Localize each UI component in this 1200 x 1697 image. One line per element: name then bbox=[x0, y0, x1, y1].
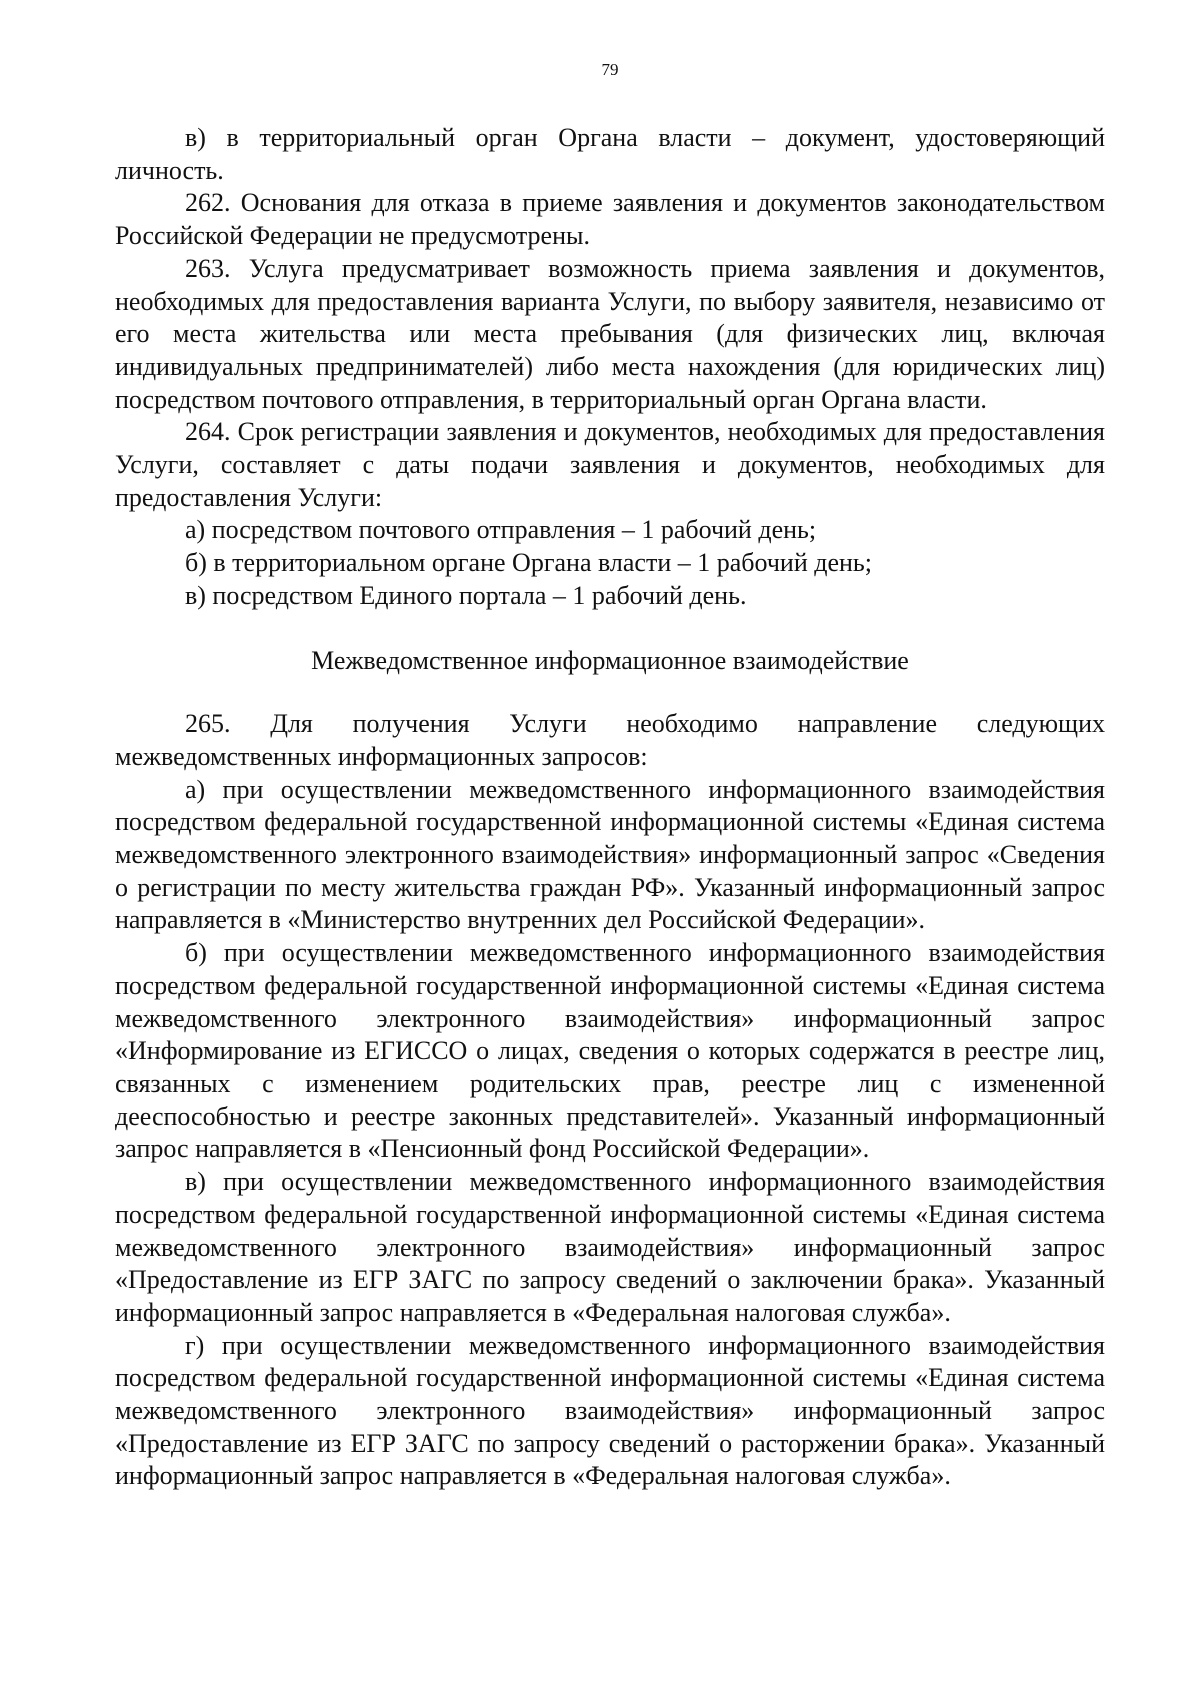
list-item-265-a: а) при осуществлении межведомственного информационного взаимодействия посредством федеральной государственной информационной системы «Единая система межведомственного электронного взаимодействия» информационный запрос «Сведения о регистрации по месту жительства граждан РФ». Указанный информационный запрос направляется в «Министерство внутренних дел Российской Федерации». bbox=[115, 774, 1105, 935]
list-item-265-b: б) при осуществлении межведомственного информационного взаимодействия посредством федеральной государственной информационной системы «Единая система межведомственного электронного взаимодействия» информационный запрос «Информирование из ЕГИССО о лицах, сведения о которых содержатся в реестре лиц, связанных с изменением родительских прав, реестре лиц с измененной дееспособностью и реестре законных представителей». Указанный информационный запрос направляется в «Пенсионный фонд Российской Федерации». bbox=[115, 938, 1105, 1164]
list-item-264-b: б) в территориальном органе Органа власти – 1 рабочий день; bbox=[185, 548, 873, 578]
document-page bbox=[115, 60, 1105, 1493]
paragraph-262: 262. Основания для отказа в приеме заявления и документов законодательством Российской Федерации не предусмотрены. bbox=[115, 188, 1105, 251]
section-heading: Межведомственное информационное взаимодействие bbox=[311, 645, 909, 675]
paragraph-item-v-identity: в) в территориальный орган Органа власти – документ, удостоверяющий личность. bbox=[115, 123, 1105, 185]
page-number: 79 bbox=[601, 60, 619, 79]
list-item-265-v: в) при осуществлении межведомственного информационного взаимодействия посредством федеральной государственной информационной системы «Единая система межведомственного электронного взаимодействия» информационный запрос «Предоставление из ЕГР ЗАГС по запросу сведений о заключении брака». Указанный информационный запрос направляется в «Федеральная налоговая служба». bbox=[115, 1167, 1105, 1327]
paragraph-264: 264. Срок регистрации заявления и документов, необходимых для предоставления Услуги, составляет с даты подачи заявления и документов, необходимых для предоставления Услуги: bbox=[115, 417, 1105, 512]
paragraph-263: 263. Услуга предусматривает возможность приема заявления и документов, необходимых для предоставления варианта Услуги, по выбору заявителя, независимо от его места жительства или места пребывания (для физических лиц, включая индивидуальных предпринимателей) либо места нахождения (для юридических лиц) посредством почтового отправления, в территориальный орган Органа власти. bbox=[115, 253, 1105, 414]
list-item-264-a: а) посредством почтового отправления – 1 рабочий день; bbox=[185, 515, 817, 545]
list-item-264-v: в) посредством Единого портала – 1 рабочий день. bbox=[185, 580, 747, 610]
paragraph-265: 265. Для получения Услуги необходимо направление следующих межведомственных информационных запросов: bbox=[115, 709, 1105, 771]
list-item-265-g: г) при осуществлении межведомственного информационного взаимодействия посредством федеральной государственной информационной системы «Единая система межведомственного электронного взаимодействия» информационный запрос «Предоставление из ЕГР ЗАГС по запросу сведений о расторжении брака». Указанный информационный запрос направляется в «Федеральная налоговая служба». bbox=[115, 1330, 1105, 1491]
